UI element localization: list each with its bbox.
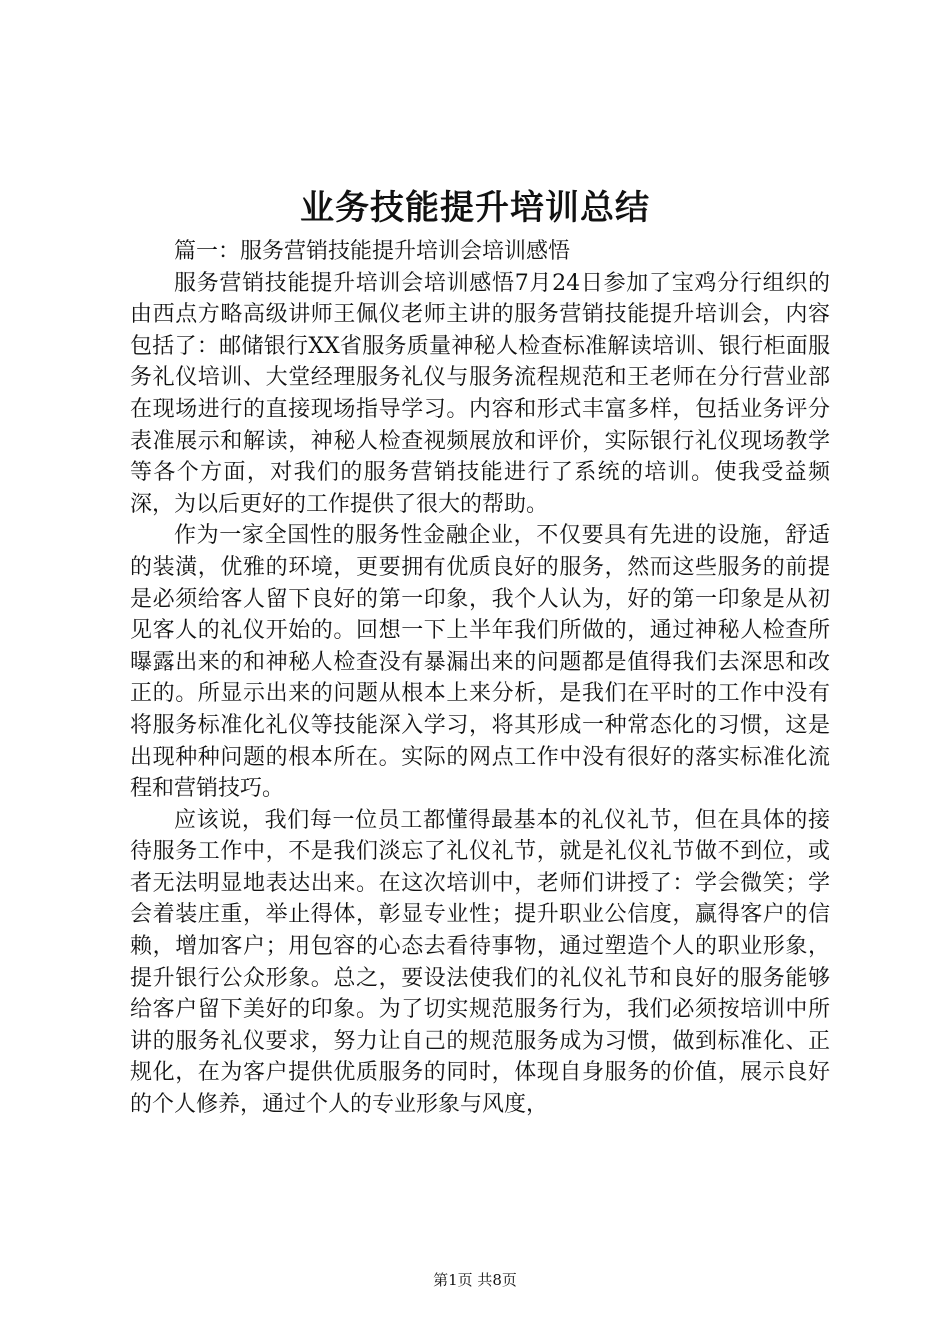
body-paragraph-3: 应该说，我们每一位员工都懂得最基本的礼仪礼节，但在具体的接待服务工作中，不是我们淡忘了礼仪礼节，就是礼仪礼节做不到位，或者无法明显地表达出来。在这次培训中，老师们讲授了：学会微笑；学会着装庄重，举止得体，彰显专业性；提升职业公信度，赢得客户的信赖，增加客户；用包容的心态去看待事物，通过塑造个人的职业形象，提升银行公众形象。总之，要设法使我们的礼仪礼节和良好的服务能够给客户留下美好的印象。为了切实规范服务行为，我们必须按培训中所讲的服务礼仪要求，努力让自己的规范服务成为习惯，做到标准化、正规化，在为客户提供优质服务的同时，体现自身服务的价值，展示良好的个人修养，通过个人的专业形象与风度， [130,807,830,1118]
section-heading: 篇一：服务营销技能提升培训会培训感悟 [174,239,571,264]
body-paragraph-2: 作为一家全国性的服务性金融企业，不仅要具有先进的设施，舒适的装潢，优雅的环境，更要拥有优质良好的服务，然而这些服务的前提是必须给客人留下良好的第一印象，我个人认为，好的第一印象是从初见客人的礼仪开始的。回想一下上半年我们所做的，通过神秘人检查所曝露出来的和神秘人检查没有暴漏出来的问题都是值得我们去深思和改正的。所显示出来的问题从根本上来分析，是我们在平时的工作中没有将服务标准化礼仪等技能深入学习，将其形成一种常态化的习惯，这是出现种种问题的根本所在。实际的网点工作中没有很好的落实标准化流程和营销技巧。 [130,523,830,802]
page-footer [0,1270,950,1290]
document-title: 业务技能提升培训总结 [300,188,650,228]
page-number: 第1页 共8页 [433,1271,517,1289]
body-paragraph-1: 服务营销技能提升培训会培训感悟7月24日参加了宝鸡分行组织的由西点方略高级讲师王佩仪老师主讲的服务营销技能提升培训会，内容包括了：邮储银行XX省服务质量神秘人检查标准解读培训、银行柜面服务礼仪培训、大堂经理服务礼仪与服务流程规范和王老师在分行营业部在现场进行的直接现场指导学习。内容和形式丰富多样，包括业务评分表准展示和解读，神秘人检查视频展放和评价，实际银行礼仪现场教学等各个方面，对我们的服务营销技能进行了系统的培训。使我受益频深，为以后更好的工作提供了很大的帮助。 [130,270,830,517]
document-body [130,236,830,1121]
